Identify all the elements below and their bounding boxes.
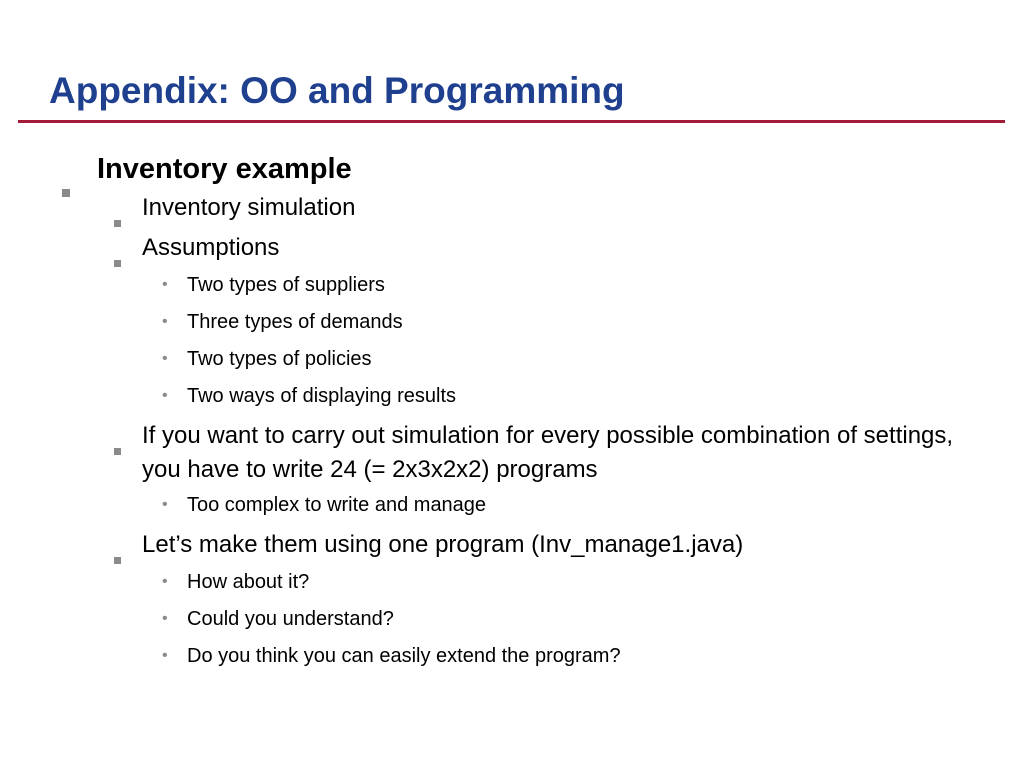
bullet-extend bbox=[0, 642, 1024, 670]
bullet-combination bbox=[0, 419, 982, 487]
dot-bullet-icon: • bbox=[162, 573, 168, 590]
dot-bullet-icon: • bbox=[162, 610, 168, 627]
bullet-understand bbox=[0, 605, 1024, 633]
bullet-assumptions bbox=[0, 231, 982, 265]
bullet-text: Do you think you can easily extend the program? bbox=[187, 645, 621, 667]
bullet-too-complex bbox=[0, 491, 1024, 519]
dot-bullet-icon: • bbox=[162, 387, 168, 404]
bullet-list bbox=[0, 145, 1024, 679]
bullet-text: Inventory simulation bbox=[142, 194, 356, 221]
dot-bullet-icon: • bbox=[162, 350, 168, 367]
dot-bullet-icon: • bbox=[162, 647, 168, 664]
bullet-demands bbox=[0, 308, 1024, 336]
bullet-how-about bbox=[0, 568, 1024, 596]
bullet-text: Too complex to write and manage bbox=[187, 494, 487, 516]
square-bullet-icon bbox=[114, 431, 121, 465]
bullet-displaying bbox=[0, 382, 1024, 410]
bullet-text: How about it? bbox=[187, 571, 310, 593]
bullet-text: Two types of policies bbox=[187, 348, 372, 370]
dot-bullet-icon: • bbox=[162, 276, 168, 293]
bullet-suppliers bbox=[0, 271, 1024, 299]
bullet-text: Inventory example bbox=[97, 153, 352, 185]
bullet-one-program bbox=[0, 528, 982, 562]
title-divider bbox=[18, 120, 1005, 123]
bullet-policies bbox=[0, 345, 1024, 373]
bullet-text: Let’s make them using one program (Inv_manage1.java) bbox=[142, 531, 744, 558]
dot-bullet-icon: • bbox=[162, 313, 168, 330]
bullet-text: Three types of demands bbox=[187, 311, 403, 333]
slide-title: Appendix: OO and Programming bbox=[49, 70, 625, 111]
bullet-inventory-example bbox=[0, 145, 1024, 193]
bullet-text: Two ways of displaying results bbox=[187, 385, 457, 407]
bullet-text: Two types of suppliers bbox=[187, 274, 385, 296]
bullet-text: Could you understand? bbox=[187, 608, 394, 630]
bullet-inventory-simulation bbox=[0, 191, 982, 225]
dot-bullet-icon: • bbox=[162, 496, 168, 513]
bullet-text: Assumptions bbox=[142, 234, 280, 261]
bullet-text: If you want to carry out simulation for every possible combination of settings, you have to write 24 (= 2x3x2x2) programs bbox=[142, 422, 954, 483]
